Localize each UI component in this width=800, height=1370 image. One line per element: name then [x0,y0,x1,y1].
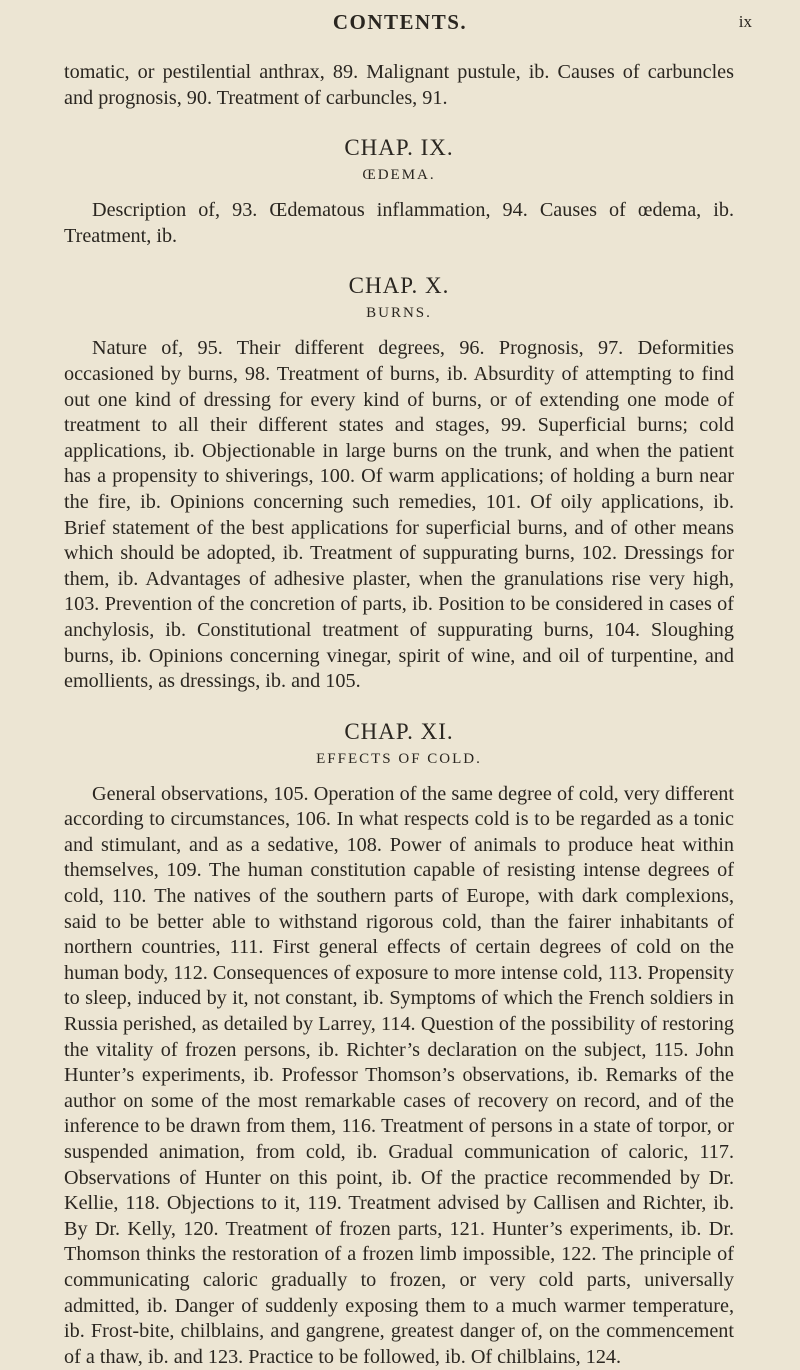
chapter-title-effects-of-cold: EFFECTS OF COLD. [316,750,482,767]
chapter-heading-xi: CHAP. XI. [344,718,454,744]
chapter-heading-ix: CHAP. IX. [344,135,454,161]
chapter-x-summary: Nature of, 95. Their different degrees, 96. Prognosis, 97. Deformities occasioned by burns, 98. Treatment of burns, ib. Absurdity of attempting to find out one kind of dressing for every kind of burns, or of extending one mode of treatment to all their different states and stages, 99. Superficial burns; cold applications, ib. Objectionable in large burns on the trunk, and when the patient has a propensity to shiverings, 100. Of warm applications; of holding a burn near the fire, ib. Opinions concerning such remedies, 101. Of oily applications, ib. Brief statement of the best applications for superficial burns, and of other means which should be adopted, ib. Treatment of suppurating burns, 102. Dressings for them, ib. Advantages of adhesive plaster, when the granulations rise very high, 103. Prevention of the concretion of parts, ib. Position to be considered in cases of anchylosis, ib. Constitutional treatment of suppurating burns, 104. Sloughing burns, ib. Opinions concerning vinegar, spirit of wine, and oil of turpentine, and emollients, as dressings, ib. and 105. [64,337,734,693]
contents-body [64,60,734,1370]
continued-paragraph: tomatic, or pestilential anthrax, 89. Malignant pustule, ib. Causes of carbuncles and prognosis, 90. Treatment of carbuncles, 91. [64,61,734,109]
chapter-xi-summary: General observations, 105. Operation of the same degree of cold, very different according to circumstances, 106. In what respects cold is to be regarded as a tonic and stimulant, and as a sedative, 108. Power of animals to produce heat within themselves, 109. The human constitution capable of resisting intense degrees of cold, 110. The natives of the southern parts of Europe, with dark complexions, said to be better able to withstand rigorous cold, than the fairer inhabitants of northern countries, 111. First general effects of certain degrees of cold on the human body, 112. Consequences of exposure to more intense cold, 113. Propensity to sleep, induced by it, not constant, ib. Symptoms of which the French soldiers in Russia perished, as detailed by Larrey, 114. Question of the possibility of restoring the vitality of frozen persons, ib. Richter’s declaration on the subject, 115. John Hunter’s experiments, ib. Professor Thomson’s observations, ib. Remarks of the author on some of the most remarkable cases of recovery on record, and of the inference to be drawn from them, 116. Treatment of persons in a state of torpor, or suspended animation, from cold, ib. Gradual communication of caloric, 117. Observations of Hunter on this point, ib. Of the practice recommended by Dr. Kellie, 118. Objections to it, 119. Treatment advised by Callisen and Richter, ib. By Dr. Kelly, 120. Treatment of frozen parts, 121. Hunter’s experiments, ib. Dr. Thomson thinks the restoration of a frozen limb impossible, 122. The principle of communicating caloric gradually to frozen, or very cold parts, universally admitted, ib. Danger of suddenly exposing them to a much warmer temperature, ib. Frost-bite, chilblains, and gangrene, greatest danger of, on the commencement of a thaw, ib. and 123. Practice to be followed, ib. Of chilblains, 124. [64,782,734,1368]
running-title: CONTENTS. [332,10,468,34]
chapter-title-burns: BURNS. [366,305,432,322]
running-header [0,10,800,46]
chapter-title-oedema: ŒDEMA. [362,167,436,184]
page-number: ix [738,12,752,31]
chapter-ix-summary: Description of, 93. Œdematous inflammation, 94. Causes of œdema, ib. Treatment, ib. [64,199,734,247]
chapter-heading-x: CHAP. X. [348,273,450,299]
